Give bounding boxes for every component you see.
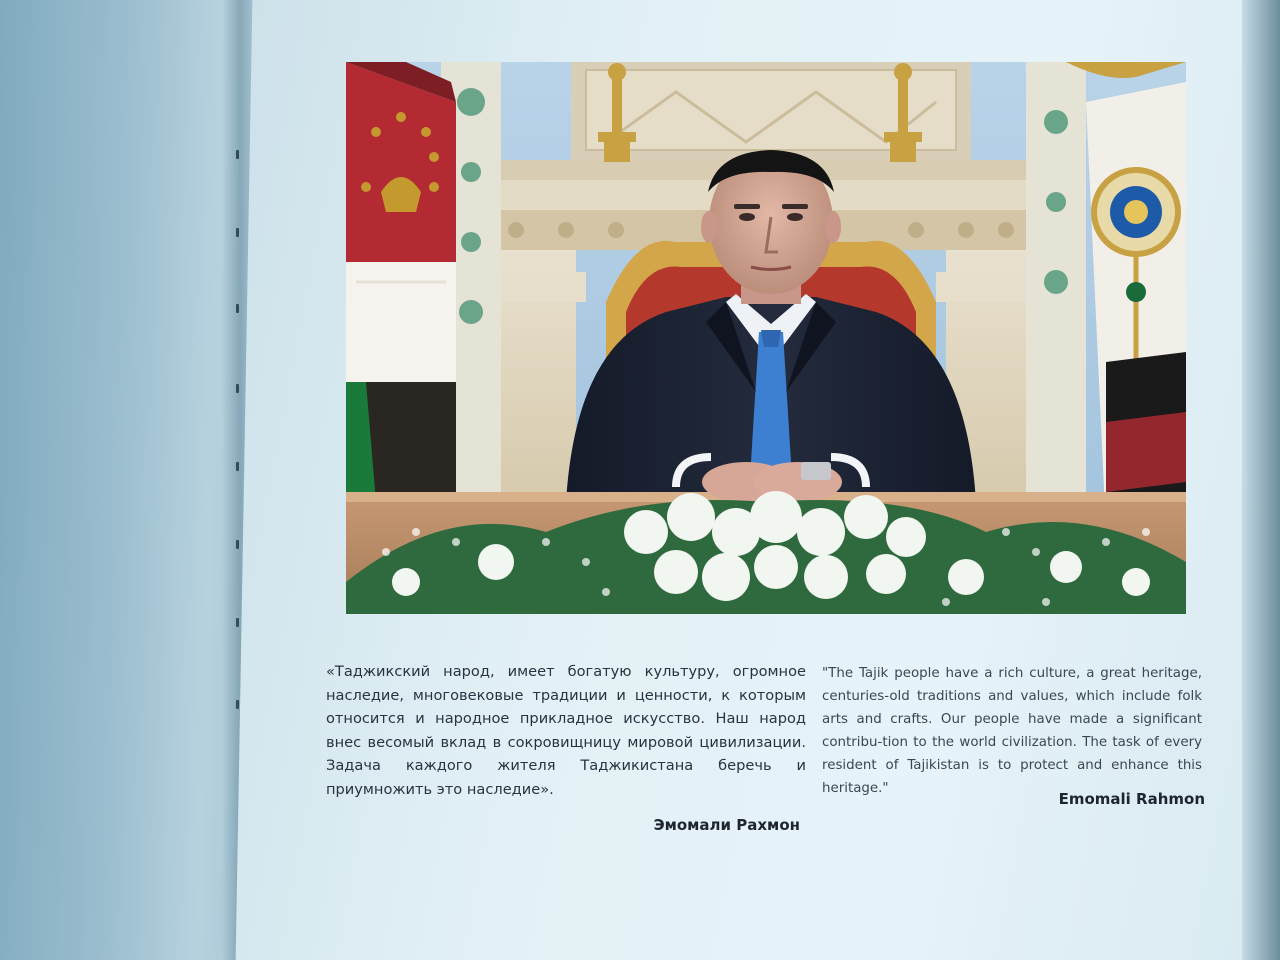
quote-russian: «Таджикский народ, имеет богатую культуру, огромное наследие, многовековые традиции и ценности, к которым относится и народное прикладное искусство. Наш народ внес весомый вклад в сокровищницу мировой цивилизации. Задача каждого жителя Таджикистана беречь и приумножить это наследие». — [326, 663, 806, 798]
signature-russian: Эмомали Рахмон — [653, 816, 800, 834]
quote-english: "The Tajik people have a rich culture, a great heritage, centuries-old traditions and values, which include folk arts and crafts. Our people have made a significant contribu-tion to the world civilization. The task of every resident of Tajikistan is to protect and enhance this heritage." — [822, 666, 1202, 796]
signature-english: Emomali Rahmon — [1058, 790, 1205, 808]
page-edge — [1242, 0, 1280, 960]
binding-stitch — [236, 384, 239, 393]
binding-stitch — [236, 228, 239, 237]
binding-stitch — [236, 304, 239, 313]
binding-stitch — [236, 150, 239, 159]
binding-stitch — [236, 700, 239, 709]
portrait-photo — [346, 62, 1186, 614]
tajik-flag-icon — [346, 62, 456, 502]
binding-stitch — [236, 462, 239, 471]
binding-stitch — [236, 618, 239, 627]
binding-stitch — [236, 540, 239, 549]
portrait-illustration — [346, 62, 1186, 614]
